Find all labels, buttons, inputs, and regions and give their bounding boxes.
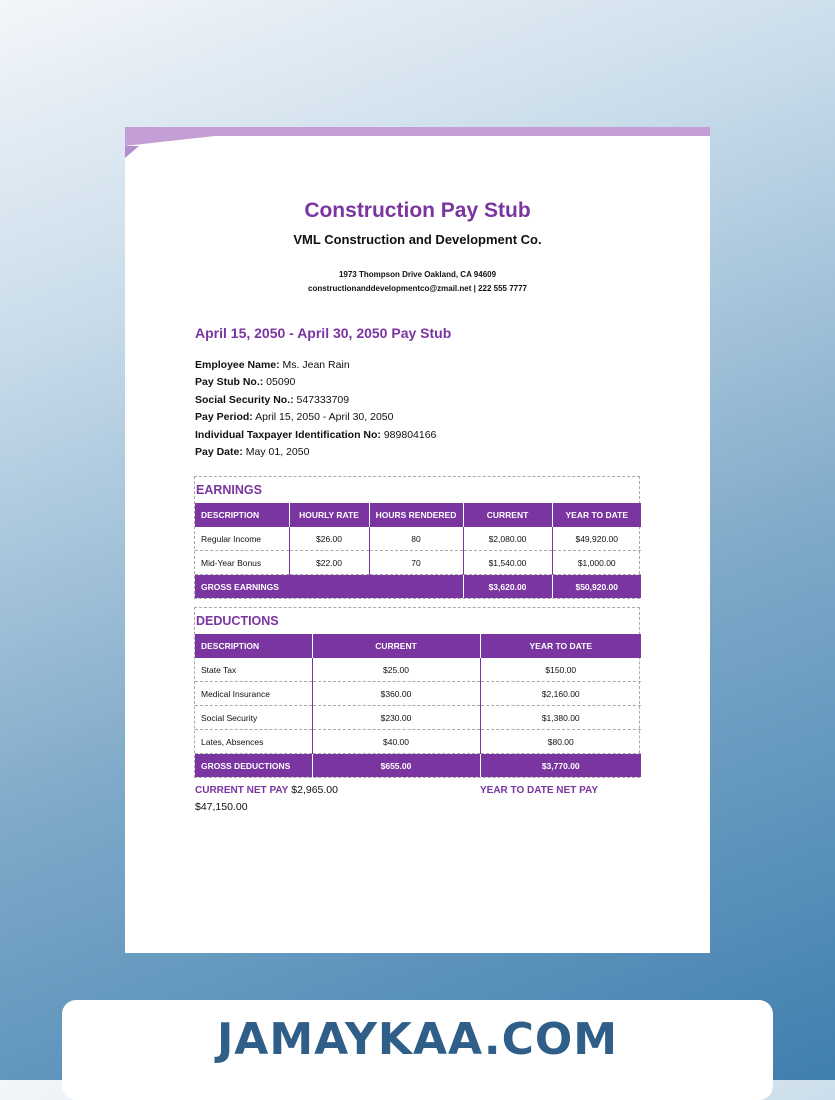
ssn-line (195, 392, 436, 409)
table-cell: $230.00 (312, 706, 480, 730)
ytd-net-pay-value: $47,150.00 (195, 801, 248, 813)
earnings-section (194, 476, 640, 599)
document-title: Construction Pay Stub (304, 199, 531, 222)
employee-name-line (195, 357, 436, 374)
table-cell: $1,380.00 (480, 706, 641, 730)
table-cell: Mid-Year Bonus (195, 551, 289, 575)
itin-line (195, 427, 436, 444)
gross-earnings-ytd: $50,920.00 (552, 575, 641, 599)
table-row (195, 682, 641, 706)
deductions-col-ytd: YEAR TO DATE (480, 634, 641, 658)
gross-deductions-ytd: $3,770.00 (480, 754, 641, 778)
pay-date-line (195, 444, 436, 461)
earnings-title: EARNINGS (196, 483, 262, 497)
table-cell: $80.00 (480, 730, 641, 754)
table-row (195, 658, 641, 682)
pay-date-value: May 01, 2050 (242, 446, 310, 459)
top-decor-corner-small (125, 146, 139, 158)
ssn-value: 547333709 (293, 393, 350, 406)
table-cell: $22.00 (289, 551, 369, 575)
earnings-header-row (195, 503, 641, 527)
deductions-header-row (195, 634, 641, 658)
deductions-section (194, 607, 640, 778)
deductions-table (195, 634, 641, 777)
earnings-table (195, 503, 641, 598)
pay-period-label: Pay Period: (195, 411, 253, 424)
deductions-title: DEDUCTIONS (196, 614, 279, 628)
table-cell: $1,540.00 (463, 551, 552, 575)
earnings-col-hours: HOURS RENDERED (369, 503, 463, 527)
table-cell: $150.00 (480, 658, 641, 682)
pay-period-heading: April 15, 2050 - April 30, 2050 Pay Stub (195, 325, 452, 341)
table-cell: $25.00 (312, 658, 480, 682)
deductions-col-current: CURRENT (312, 634, 480, 658)
table-cell: Regular Income (195, 527, 289, 551)
earnings-col-ytd: YEAR TO DATE (552, 503, 641, 527)
site-name: JAMAYKAA.COM (216, 1014, 619, 1065)
company-address-block (125, 268, 710, 296)
employee-name-value: Ms. Jean Rain (279, 359, 350, 371)
stub-no-value: 05090 (263, 376, 296, 389)
company-contact: constructionanddevelopmentco@zmail.net | 222 555 7777 (308, 284, 527, 293)
table-cell: State Tax (195, 658, 312, 682)
deductions-col-description: DESCRIPTION (195, 634, 312, 658)
pay-period-value: April 15, 2050 - April 30, 2050 (252, 411, 394, 424)
table-row (195, 730, 641, 754)
pay-period-line (195, 409, 436, 426)
stub-no-label: Pay Stub No.: (195, 376, 264, 389)
gross-deductions-label: GROSS DEDUCTIONS (195, 754, 312, 778)
itin-value: 989804166 (380, 428, 437, 441)
gross-earnings-current: $3,620.00 (463, 575, 552, 599)
table-row (195, 706, 641, 730)
pay-stub-document (125, 127, 710, 953)
table-cell: $2,160.00 (480, 682, 641, 706)
gross-deductions-row (195, 754, 641, 778)
gross-deductions-current: $655.00 (312, 754, 480, 778)
earnings-col-hourly-rate: HOURLY RATE (289, 503, 369, 527)
table-cell: Medical Insurance (195, 682, 312, 706)
company-name: VML Construction and Development Co. (293, 232, 542, 247)
ssn-label: Social Security No.: (195, 393, 294, 406)
table-row (195, 551, 641, 575)
gross-earnings-label: GROSS EARNINGS (195, 575, 463, 599)
earnings-col-description: DESCRIPTION (195, 503, 289, 527)
top-decor-band (125, 127, 710, 136)
table-cell: 80 (369, 527, 463, 551)
top-decor-corner (125, 136, 215, 146)
table-cell: Lates, Absences (195, 730, 312, 754)
current-net-pay-label: CURRENT NET PAY (195, 785, 289, 796)
gross-earnings-row (195, 575, 641, 599)
table-cell: 70 (369, 551, 463, 575)
employee-info (195, 357, 436, 461)
current-net-pay-value: $2,965.00 (288, 784, 338, 796)
current-net-pay (195, 784, 338, 796)
table-cell: $40.00 (312, 730, 480, 754)
table-cell: $49,920.00 (552, 527, 641, 551)
table-row (195, 527, 641, 551)
stub-no-line (195, 374, 436, 391)
table-cell: $2,080.00 (463, 527, 552, 551)
pay-date-label: Pay Date: (195, 446, 243, 459)
company-address: 1973 Thompson Drive Oakland, CA 94609 (338, 270, 497, 279)
table-cell: $26.00 (289, 527, 369, 551)
itin-label: Individual Taxpayer Identification No: (195, 428, 381, 441)
ytd-net-pay-label: YEAR TO DATE NET PAY (480, 785, 598, 796)
earnings-col-current: CURRENT (463, 503, 552, 527)
table-cell: $360.00 (312, 682, 480, 706)
employee-name-label: Employee Name: (195, 359, 280, 371)
table-cell: Social Security (195, 706, 312, 730)
watermark-banner (62, 1000, 773, 1100)
table-cell: $1,000.00 (552, 551, 641, 575)
